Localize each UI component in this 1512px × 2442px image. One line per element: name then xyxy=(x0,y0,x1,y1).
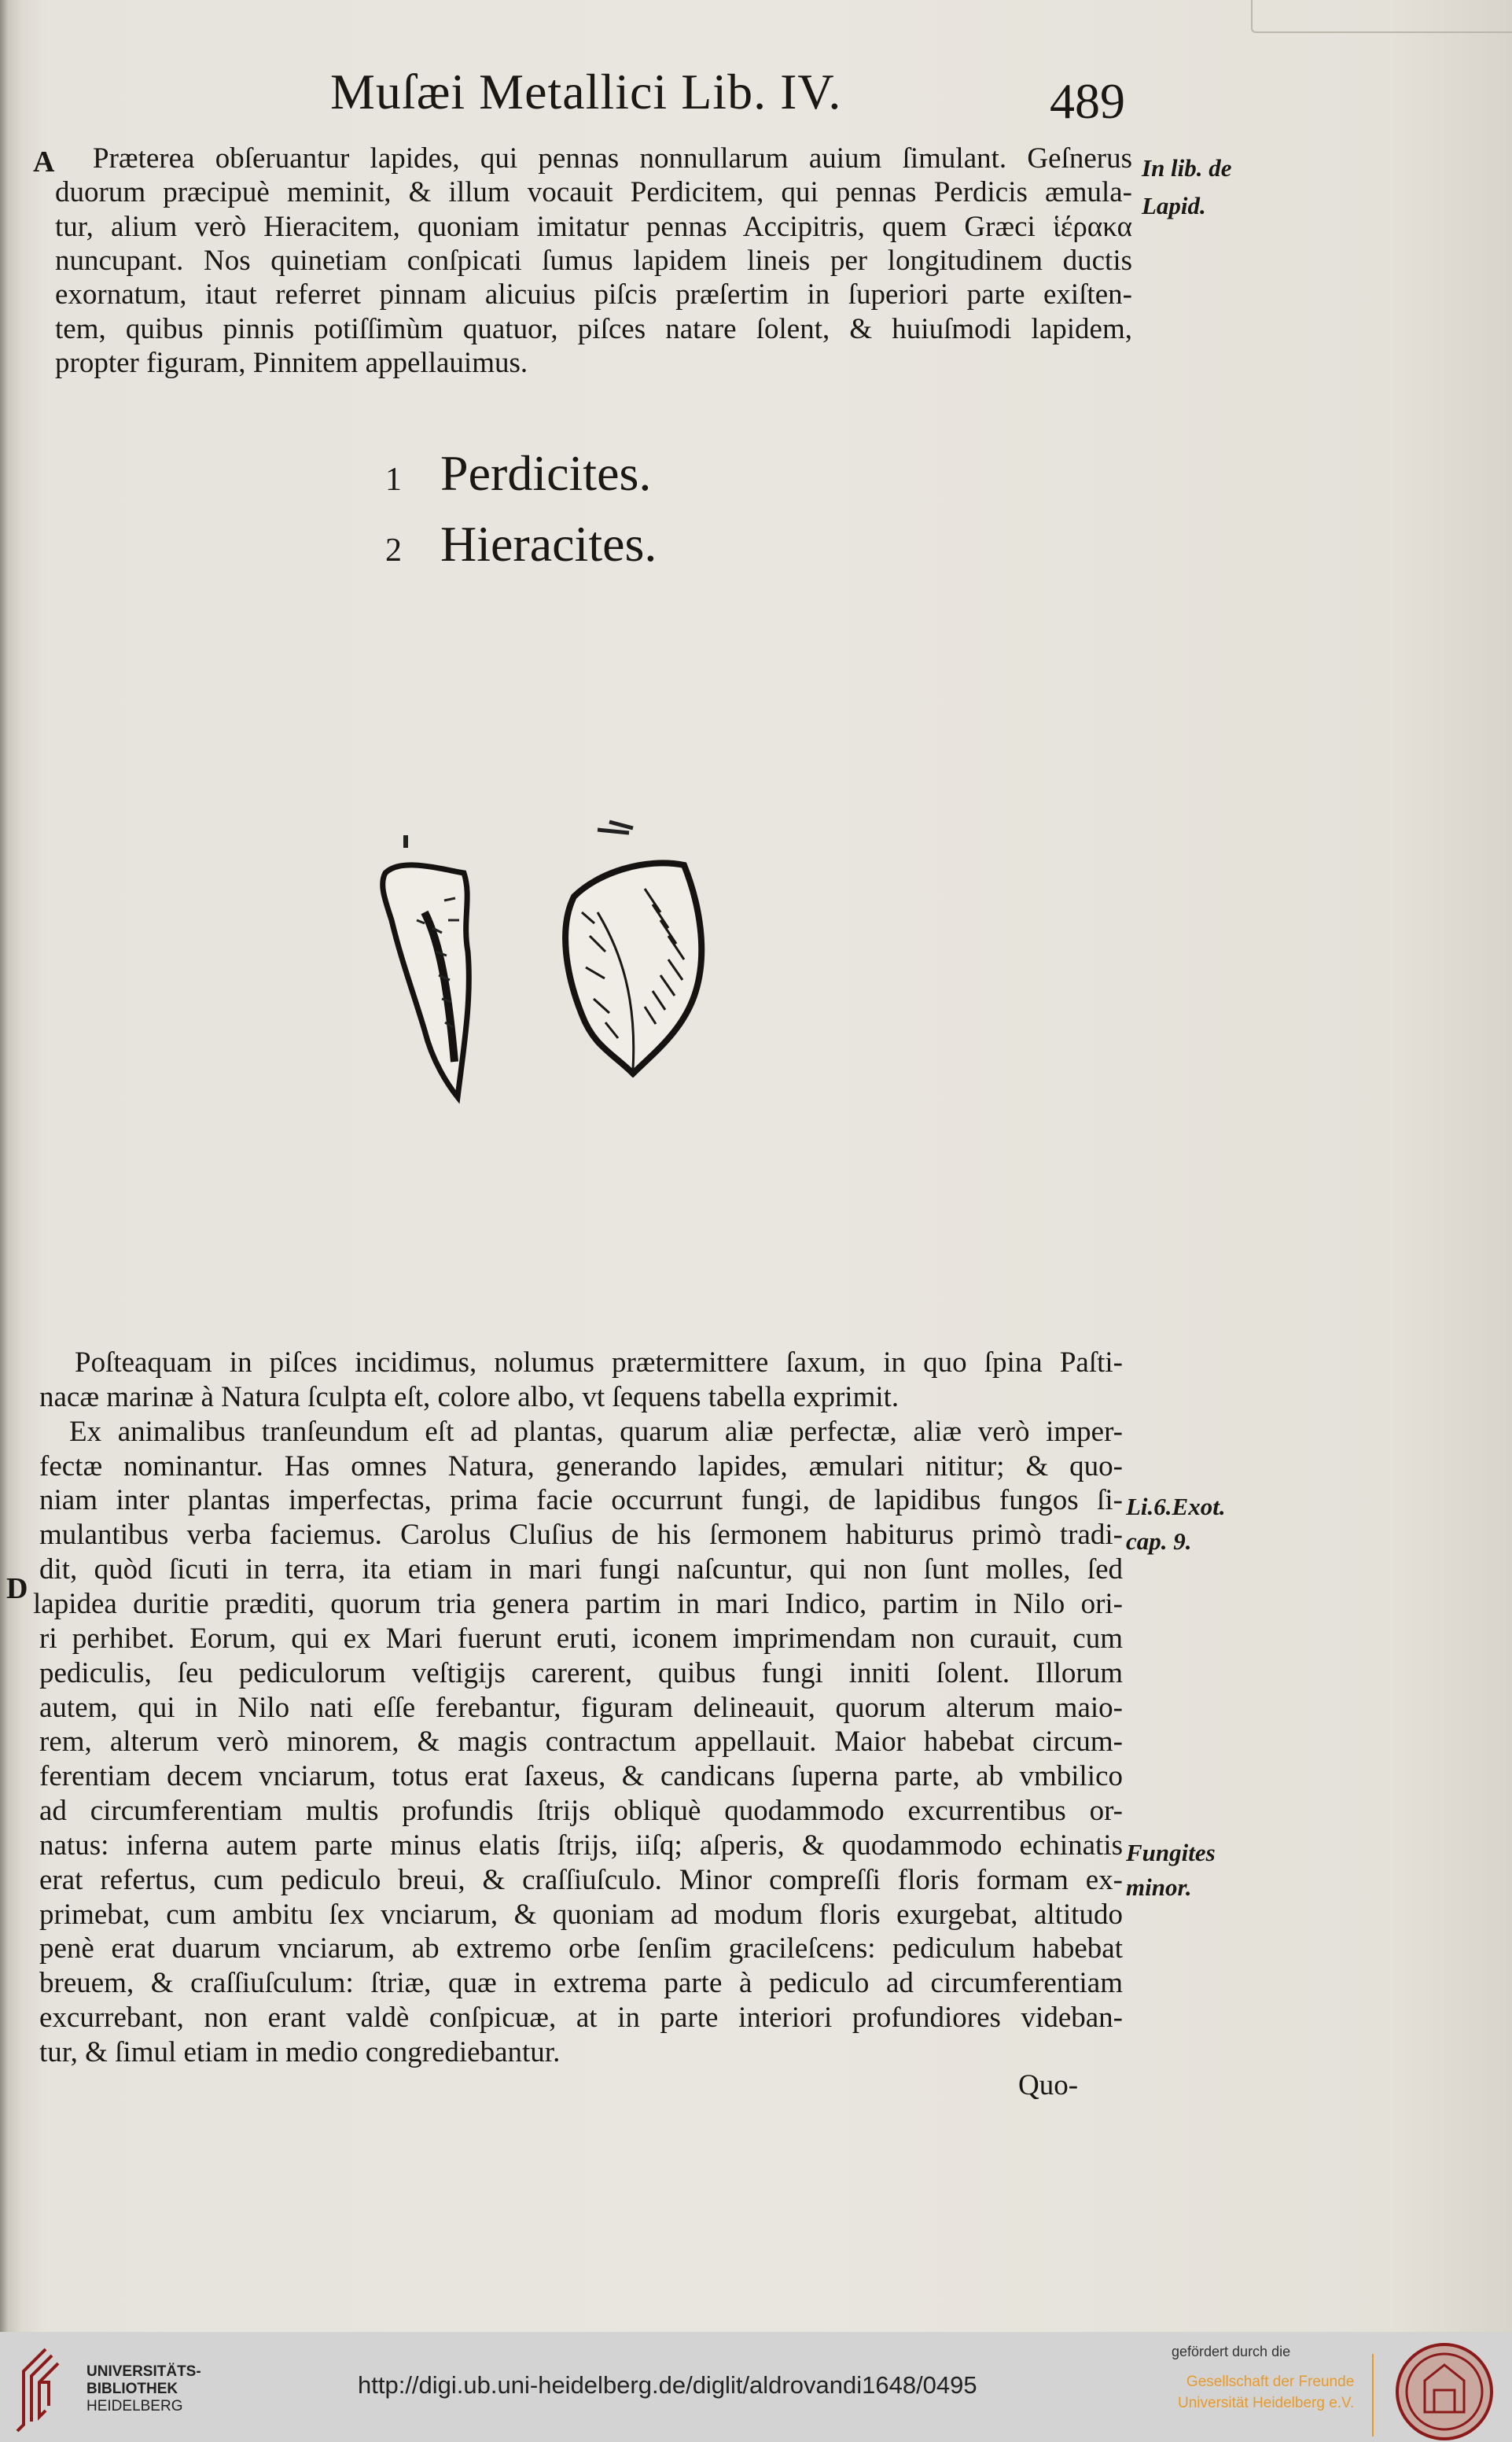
caption-label: Hieracites. xyxy=(440,516,657,572)
margin-note-line: In lib. de xyxy=(1142,154,1232,182)
catchword: Quo- xyxy=(1018,2069,1079,2101)
text-line: tem, quibus pinnis potiſſimùm quatuor, piſces natare ſolent, & huiuſmodi lapidem, xyxy=(55,312,1132,345)
university-seal-icon xyxy=(1393,2341,1495,2442)
footer-divider xyxy=(1372,2354,1374,2436)
text-line: dit, quòd ſicuti in terra, ita etiam in mari fungi naſcuntur, qui non ſunt molles, ſed xyxy=(39,1553,1123,1586)
sponsor-lead-text: gefördert durch die xyxy=(1172,2344,1291,2359)
caption-number: 2 xyxy=(385,532,402,569)
library-name xyxy=(86,2363,201,2415)
section-marker-a: A xyxy=(33,145,55,179)
text-line: rem, alterum verò minorem, & magis contractum appellauit. Maior habebat circum- xyxy=(39,1726,1123,1759)
text-line: Præterea obſeruantur lapides, qui pennas nonnullarum auium ſimulant. Geſnerus xyxy=(93,142,1132,175)
university-library-logo-icon xyxy=(14,2346,77,2434)
caption-label: Perdicites. xyxy=(440,445,652,501)
sponsor-name xyxy=(1178,2371,1354,2414)
perdicites-stone-illustration xyxy=(370,826,495,1109)
library-name-line: UNIVERSITÄTS- xyxy=(86,2363,201,2380)
page-number: 489 xyxy=(1050,73,1125,129)
text-line: pediculis, ſeu pediculorum veſtigijs carerent, quibus fungi inniti ſolent. Illorum xyxy=(39,1656,1123,1689)
text-line: autem, qui in Nilo nati eſſe ferebantur, figuram delineauit, quorum alterum maio- xyxy=(39,1691,1123,1724)
margin-note-line: Li.6.Exot. xyxy=(1126,1493,1226,1520)
text-line: Ex animalibus tranſeundum eſt ad plantas, quarum aliæ perfectæ, aliæ verò imper- xyxy=(69,1415,1123,1448)
text-line: ferentiam decem vnciarum, totus erat ſaxeus, & candicans ſuperna parte, ab vmbilico xyxy=(39,1760,1123,1793)
text-line: duorum præcipuè meminit, & illum vocauit Perdicitem, qui pennas Perdicis æmula- xyxy=(55,176,1132,209)
running-title: Muſæi Metallici Lib. IV. xyxy=(330,64,842,120)
text-line: nuncupant. Nos quinetiam conſpicati ſumus lapidem lineis per longitudinem ductis xyxy=(55,244,1132,277)
text-line: nacæ marinæ à Natura ſculpta eſt, colore albo, vt ſequens tabella exprimit. xyxy=(39,1380,899,1413)
text-line: excurrebant, non erant valdè conſpicuæ, at in parte interiori profundiores videban- xyxy=(39,2002,1123,2035)
text-line: tur, alium verò Hieracitem, quoniam imitatur pennas Accipitris, quem Græci ἱέρακα xyxy=(55,210,1132,243)
figure-caption-1 xyxy=(385,444,651,503)
section-marker-d: D xyxy=(6,1572,28,1605)
margin-note-line: Fungites xyxy=(1126,1839,1216,1866)
text-line: penè erat duarum vnciarum, ab extremo orbe ſenſim gracileſcens: pediculum habebat xyxy=(39,1932,1123,1965)
text-line: tur, & ſimul etiam in medio congrediebantur. xyxy=(39,2036,561,2068)
text-line: exornatum, itaut referret pinnam alicuius piſcis præſertim in ſuperiori parte exiſten- xyxy=(55,278,1132,311)
text-line: mulantibus verba faciemus. Carolus Cluſius de his ſermonem habiturus primò tradi- xyxy=(39,1519,1123,1552)
text-line: lapidea duritie præditi, quorum tria genera partim in mari Indico, partim in Nilo ori- xyxy=(33,1587,1123,1620)
text-line: fectæ nominantur. Has omnes Natura, generando lapides, æmulari nititur; & quo- xyxy=(39,1449,1123,1483)
text-line: niam inter plantas imperfectas, prima facie occurrunt fungi, de lapidibus fungos ſi- xyxy=(39,1484,1123,1517)
text-line: natus: inferna autem parte minus elatis ſtrijs, iiſq; aſperis, & quodammodo echinatis xyxy=(39,1829,1123,1862)
text-line: primebat, cum ambitu ſex vnciarum, & quoniam ad modum floris exurgebat, altitudo xyxy=(39,1898,1123,1931)
text-line: erat refertus, cum pediculo breui, & craſſiuſculo. Minor compreſſi floris formam ex- xyxy=(39,1863,1123,1896)
margin-note-line: Lapid. xyxy=(1142,192,1206,219)
text-line: propter figuram, Pinnitem appellauimus. xyxy=(55,346,528,379)
figure-caption-2 xyxy=(385,515,657,573)
margin-note-line: minor. xyxy=(1126,1873,1192,1901)
text-line: ad circumferentiam multis profundis ſtrijs obliquè quodammodo excurrentibus or- xyxy=(39,1795,1123,1828)
sponsor-name-line: Universität Heidelberg e.V. xyxy=(1178,2395,1355,2411)
library-name-line: BIBLIOTHEK xyxy=(86,2381,178,2397)
library-footer-band xyxy=(0,2332,1512,2442)
library-name-line: HEIDELBERG xyxy=(86,2398,183,2414)
page-edge xyxy=(1251,0,1512,33)
margin-note-line: cap. 9. xyxy=(1126,1527,1192,1555)
permalink-url[interactable]: http://digi.ub.uni-heidelberg.de/diglit/aldrovandi1648/0495 xyxy=(358,2371,977,2399)
text-line: breuem, & craſſiuſculum: ſtriæ, quæ in extrema parte à pediculo ad circumferentiam xyxy=(39,1967,1123,2000)
text-line: ri perhibet. Eorum, qui ex Mari fuerunt eruti, iconem imprimendam non curauit, cum xyxy=(39,1622,1123,1655)
text-line: Poſteaquam in piſces incidimus, nolumus prætermittere ſaxum, in quo ſpina Paſti- xyxy=(75,1346,1123,1379)
hieracites-stone-illustration xyxy=(550,810,716,1077)
caption-number: 1 xyxy=(385,462,402,498)
sponsor-name-line: Gesellschaft der Freunde xyxy=(1186,2374,1355,2390)
